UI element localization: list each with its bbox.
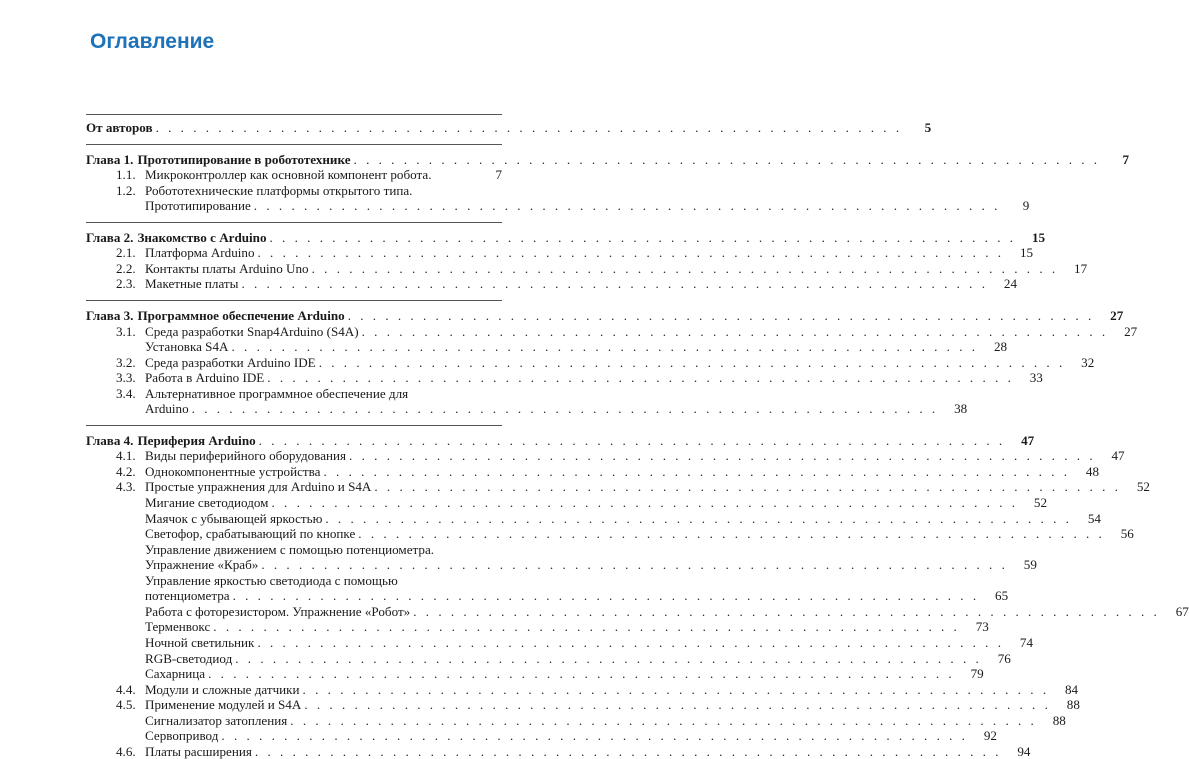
toc-entry-title [86,619,210,635]
dot-leader: . . . . . . . . . . . . . . . . . . . . . . . . . . . . . . . . . . . . . . . . . . . . . . . . . . . . . . . . . . . . [191,401,939,417]
dot-leader: . . . . . . . . . . . . . . . . . . . . . . . . . . . . . . . . . . . . . . . . . . . . . . . . . . . . . . . . . . . . [258,432,1006,448]
toc-entry-title [86,573,398,589]
toc-entry-title [86,308,345,324]
chapter-title: От авторов [86,120,153,135]
page-number: 59 [1023,557,1037,573]
page-number: 9 [1022,198,1030,214]
section-rule [86,425,502,426]
toc-entry-title [86,666,205,682]
subsection-title: Работа с фоторезистором. Упражнение «Робот» [145,603,411,619]
toc-entry[interactable] [86,557,1037,573]
section-number: 4.2. [116,463,136,479]
subsection-title: Терменвокс [145,619,211,635]
section-rule [86,222,502,223]
toc-entry-title [86,276,238,292]
toc-entry-title [86,152,351,168]
toc-entry[interactable] [86,650,1011,667]
section-title: Работа в Arduino IDE [145,370,265,386]
page-number: 27 [1110,307,1124,323]
page-number: 88 [1066,697,1080,713]
chapter-number: Глава 2. [86,229,134,245]
toc-entry-title [86,697,301,713]
dot-leader: . . . . . . . . . . . . . . . . . . . . . . . . . . . . . . . . . . . . . . . . . . . . . . . . . . . . . . . . . . . . [257,634,1004,650]
page-number: 24 [1003,276,1017,292]
toc-entry-title [86,198,251,214]
toc-entry[interactable] [86,510,1101,527]
section-title: Макетные платы [145,276,239,292]
toc-entry[interactable] [86,619,989,635]
dot-leader: . . . . . . . . . . . . . . . . . . . . . . . . . . . . . . . . . . . . . . . . . . . . . . . . . . . . . . . . . . . . [413,603,1160,619]
dot-leader: . . . . . . . . . . . . . . . . . . . . . . . . . . . . . . . . . . . . . . . . . . . . . . . . . . . . . . . . . . . . [271,495,1019,510]
section-number: 4.6. [116,743,136,759]
subsection-title: Управление движением с помощью потенциометра. [145,541,435,557]
page-number: 94 [1017,743,1031,759]
toc-entry[interactable] [86,728,997,744]
page-number: 15 [1019,245,1034,261]
page-title: Оглавление [90,30,215,53]
dot-leader: . . . . . . . . . . . . . . . . . . . . . . . . . . . . . . . . . . . . . . . . . . . . . . . . . . . . . . . . . . . . [235,650,982,666]
toc-entry[interactable] [86,448,1125,464]
dot-leader: . . . . . . . . . . . . . . . . . . . . . . . . . . . . . . . . . . . . . . . . . . . . . . . . . . . . . . . . . . . . [213,619,960,635]
top-rule [86,114,502,115]
chapter-number: Глава 1. [86,151,134,167]
toc-entry[interactable] [86,260,1088,277]
toc-entry[interactable] [86,183,502,199]
section-rule [86,144,502,145]
section-number: 4.4. [116,681,136,697]
page-number: 76 [997,650,1011,666]
dot-leader: . . . . . . . . . . . . . . . . . . . . . . . . . . . . . . . . . . . . . . . . . . . . . . . . . . . . . . . . . . . . [155,120,903,135]
section-number: 2.3. [116,276,136,292]
page-number: 48 [1085,463,1100,479]
dot-leader: . . . . . . . . . . . . . . . . . . . . . . . . . . . . . . . . . . . . . . . . . . . . . . . . . . . . . . . . . . . . [232,588,980,604]
dot-leader: . . . . . . . . . . . . . . . . . . . . . . . . . . . . . . . . . . . . . . . . . . . . . . . . . . . . . . . . . . . . [302,681,1050,697]
toc-entry[interactable] [86,463,1100,480]
toc-entry[interactable] [86,479,1150,495]
toc-entry[interactable] [86,697,1080,713]
section-title: Виды периферийного оборудования [145,448,347,464]
toc-entry[interactable] [86,401,968,417]
page-number: 54 [1087,510,1101,526]
toc-entry-title [86,167,431,183]
dot-leader: . . . . . . . . . . . . . . . . . . . . . . . . . . . . . . . . . . . . . . . . . . . . . . . . . . . . . . . . . . . . [358,526,1105,542]
toc-entry[interactable] [86,542,502,558]
toc-entry[interactable] [86,276,1017,292]
page-number: 7 [1122,151,1130,167]
page-number: 15 [1031,229,1046,245]
section-number: 4.1. [116,448,136,464]
page-number: 47 [1021,432,1035,448]
toc-entry-title [86,495,268,511]
page-number: 5 [924,120,932,135]
toc-entry-title [86,355,316,371]
page-number: 92 [983,728,997,744]
page-number: 32 [1081,354,1095,370]
subsection-title: Маячок с убывающей яркостью [145,510,323,526]
page-number: 17 [1074,260,1088,276]
toc-entry-title [86,386,408,402]
toc-entry-title [86,511,322,527]
toc-entry-title [86,526,355,542]
dot-leader: . . . . . . . . . . . . . . . . . . . . . . . . . . . . . . . . . . . . . . . . . . . . . . . . . . . . . . . . . . . . [267,370,1014,386]
section-title: Простые упражнения для Arduino и S4A [145,479,372,495]
section-title: Микроконтроллер как основной компонент робота. [145,167,432,183]
dot-leader: . . . . . . . . . . . . . . . . . . . . . . . . . . . . . . . . . . . . . . . . . . . . . . . . . . . . . . . . . . . . [253,198,1001,214]
page-number: 28 [993,339,1008,355]
toc-entry-title [86,120,153,136]
dot-leader: . . . . . . . . . . . . . . . . . . . . . . . . . . . . . . . . . . . . . . . . . . . . . . . . . . . . . . . . . . . . [349,448,1096,464]
section-number: 3.1. [116,323,136,339]
dot-leader: . . . . . . . . . . . . . . . . . . . . . . . . . . . . . . . . . . . . . . . . . . . . . . . . . . . . . . . . . . . . [325,510,1072,526]
page-number: 65 [995,588,1009,604]
toc-entry-title [86,713,287,729]
section-title: Платы расширения [145,743,252,759]
toc-entry-title [86,557,258,573]
section-number: 1.1. [116,167,136,183]
toc-entry-title [86,324,359,340]
toc-entry-title [86,588,230,604]
section-title: Модули и сложные датчики [145,681,300,697]
chapter-number: Глава 4. [86,432,134,448]
toc-chapter-entry[interactable] [86,120,932,136]
toc-entry[interactable] [86,603,1189,620]
section-title: Контакты платы Arduino Uno [145,260,309,276]
page-number: 79 [970,666,984,682]
dot-leader: . . . . . . . . . . . . . . . . . . . . . . . . . . . . . . . . . . . . . . . . . . . . . . . . . . . . . . . . . . . . [231,339,979,355]
toc-entry-title [86,230,267,246]
toc-entry[interactable] [86,354,1095,371]
toc-chapter-entry[interactable] [86,229,1046,246]
toc-entry[interactable] [86,526,1134,542]
toc-entry-title [86,682,300,698]
subsection-title: Сахарница [145,666,206,682]
dot-leader: . . . . . . . . . . . . . . . . . . . . . . . . . . . . . . . . . . . . . . . . . . . . . . . . . . . . . . . . . . . . [257,245,1005,261]
section-title: Альтернативное программное обеспечение для [145,385,409,401]
dot-leader: . . . . . . . . . . . . . . . . . . . . . . . . . . . . . . . . . . . . . . . . . . . . . . . . . . . . . . . . . . . . [311,260,1059,276]
chapter-number: Глава 3. [86,307,134,323]
toc-entry-title [86,245,255,261]
chapter-title: Периферия Arduino [137,432,256,448]
toc-entry-title [86,542,434,558]
subsection-title: Прототипирование [145,198,251,214]
dot-leader: . . . . . . . . . . . . . . . . . . . . . . . . . . . . . . . . . . . . . . . . . . . . . . . . . . . . . . . . . . . . [304,697,1051,713]
toc-entry[interactable] [86,743,1031,759]
toc-entry[interactable] [86,634,1033,651]
toc-entry-title [86,448,346,464]
dot-leader: . . . . . . . . . . . . . . . . . . . . . . . . . . . . . . . . . . . . . . . . . . . . . . . . . . . . . . . . . . . . [290,712,1037,728]
chapter-title: Программное обеспечение Arduino [137,307,345,323]
toc-entry[interactable] [86,573,502,589]
toc-entry-title [86,744,252,759]
page-number: 38 [954,401,968,417]
section-title: Среда разработки Snap4Arduino (S4A) [145,323,359,339]
dot-leader: . . . . . . . . . . . . . . . . . . . . . . . . . . . . . . . . . . . . . . . . . . . . . . . . . . . . . . . . . . . . [241,276,988,292]
dot-leader: . . . . . . . . . . . . . . . . . . . . . . . . . . . . . . . . . . . . . . . . . . . . . . . . . . . . . . . . . . . . [323,463,1071,479]
section-title: Робототехнические платформы открытого типа. [145,182,413,198]
dot-leader: . . . . . . . . . . . . . . . . . . . . . . . . . . . . . . . . . . . . . . . . . . . . . . . . . . . . . . . . . . . . [221,728,968,744]
toc-entry-title [86,728,218,744]
page-number: 56 [1120,526,1134,542]
subsection-title: Светофор, срабатывающий по кнопке [145,526,356,542]
page-number: 27 [1124,323,1138,339]
page-number: 52 [1136,479,1150,495]
dot-leader: . . . . . . . . . . . . . . . . . . . . . . . . . . . . . . . . . . . . . . . . . . . . . . . . . . . . . . . . . . . . [361,323,1109,339]
section-number: 3.2. [116,354,136,370]
toc-entry-title [86,651,232,667]
toc-entry-title [86,635,254,651]
toc-entry-title [86,183,412,199]
chapter-title: Прототипирование в робототехнике [137,151,351,167]
toc-chapter-entry[interactable] [86,307,1124,324]
dot-leader: . . . . . . . . . . . . . . . . . . . . . . . . . . . . . . . . . . . . . . . . . . . . . . . . . . . . . . . . . . . . [318,354,1066,370]
section-title: Однокомпонентные устройства [145,463,321,479]
section-number: 4.3. [116,479,136,495]
subsection-title: RGB-светодиод [145,650,233,666]
subsection-title: Упражнение «Краб» [145,557,259,573]
page-number: 47 [1111,448,1125,464]
toc-entry[interactable] [86,245,1034,261]
toc-entry[interactable] [86,167,502,183]
subsection-title: Управление яркостью светодиода с помощью [145,572,398,588]
section-rule [86,300,502,301]
toc-entry[interactable] [86,681,1079,698]
toc-entry-title [86,261,309,277]
toc-entry[interactable] [86,712,1066,729]
toc-entry-title [86,339,228,355]
section-title: Платформа Arduino [145,245,255,261]
subsection-title: Мигание светодиодом [145,495,269,510]
toc-entry[interactable] [86,323,1138,340]
toc-entry[interactable] [86,370,1043,386]
toc-entry-title [86,370,264,386]
page-number: 67 [1175,603,1189,619]
toc-entry-title [86,401,189,417]
toc-entry[interactable] [86,666,984,682]
section-title: Среда разработки Arduino IDE [145,354,316,370]
page-number: 7 [495,167,502,183]
page-number: 84 [1065,681,1079,697]
subsection-title: Ночной светильник [145,634,255,650]
toc-entry-title [86,433,256,449]
section-number: 3.4. [116,385,136,401]
dot-leader: . . . . . . . . . . . . . . . . . . . . . . . . . . . . . . . . . . . . . . . . . . . . . . . . . . . . . . . . . . . . [269,229,1017,245]
section-number: 4.5. [116,697,136,713]
section-title: Применение модулей и S4A [145,697,302,713]
page-number: 73 [975,619,989,635]
dot-leader: . . . . . . . . . . . . . . . . . . . . . . . . . . . . . . . . . . . . . . . . . . . . . . . . . . . . . . . . . . . . [208,666,955,682]
page-number: 33 [1029,370,1043,386]
toc-entry[interactable] [86,386,502,402]
toc-chapter-entry[interactable] [86,432,1035,449]
toc-chapter-entry[interactable] [86,151,1130,168]
toc-entry[interactable] [86,198,1030,214]
subsection-title: Установка S4A [145,339,229,355]
section-number: 1.2. [116,182,136,198]
subsection-title: Сигнализатор затопления [145,712,288,728]
subsection-title: потенциометра [145,588,230,604]
section-number: 3.3. [116,370,136,386]
page-number: 74 [1019,634,1033,650]
page-number: 88 [1052,712,1066,728]
dot-leader: . . . . . . . . . . . . . . . . . . . . . . . . . . . . . . . . . . . . . . . . . . . . . . . . . . . . . . . . . . . . [261,557,1008,573]
subsection-title: Сервопривод [145,728,219,744]
toc-entry-title [86,604,410,620]
dot-leader: . . . . . . . . . . . . . . . . . . . . . . . . . . . . . . . . . . . . . . . . . . . . . . . . . . . . . . . . . . . . [254,743,1002,759]
chapter-title: Знакомство с Arduino [137,229,267,245]
dot-leader: . . . . . . . . . . . . . . . . . . . . . . . . . . . . . . . . . . . . . . . . . . . . . . . . . . . . . . . . . . . . [374,479,1121,495]
subsection-title: Arduino [145,401,189,417]
section-number: 2.1. [116,245,136,261]
page-number: 52 [1033,495,1048,510]
toc-entry[interactable] [86,495,1048,511]
toc-entry-title [86,464,320,480]
toc-entry[interactable] [86,588,1009,604]
dot-leader: . . . . . . . . . . . . . . . . . . . . . . . . . . . . . . . . . . . . . . . . . . . . . . . . . . . . . . . . . . . . [347,307,1095,323]
toc-entry[interactable] [86,339,1008,355]
section-number: 2.2. [116,260,136,276]
toc-entry-title [86,479,371,495]
dot-leader: . . . . . . . . . . . . . . . . . . . . . . . . . . . . . . . . . . . . . . . . . . . . . . . . . . . . . . . . . . . . [353,151,1101,167]
